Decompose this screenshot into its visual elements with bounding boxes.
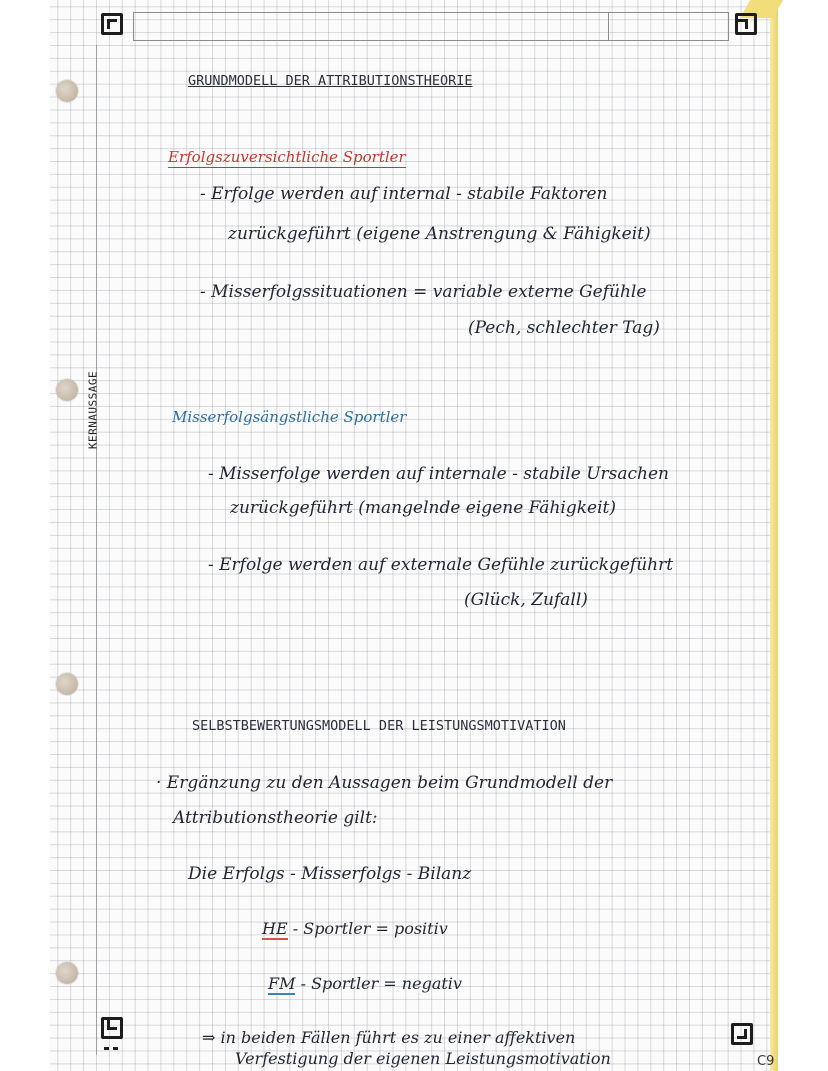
heading-success-oriented: Erfolgszuversichtliche Sportler <box>168 148 406 166</box>
text-line: zurückgeführt (eigene Anstrengung & Fähigkeit) <box>228 224 651 244</box>
text-line: - Misserfolge werden auf internale - stabile Ursachen <box>208 464 669 484</box>
section-title-self-evaluation: SELBSTBEWERTUNGSMODELL DER LEISTUNGSMOTIVATION <box>192 718 566 734</box>
header-box-divider <box>608 13 609 40</box>
conclusion-line-2: Verfestigung der eigenen Leistungsmotivation <box>235 1049 611 1068</box>
text-line: (Pech, schlechter Tag) <box>468 318 660 338</box>
conclusion-line-1: ⇒ in beiden Fällen führt es zu einer affektiven <box>202 1028 576 1047</box>
side-label: KERNAUSSAGE <box>86 370 100 450</box>
he-abbreviation: HE <box>262 919 288 938</box>
corner-marker-bottom-left-icon <box>101 1017 123 1039</box>
punch-hole-4 <box>56 962 78 984</box>
marker-dashes-icon <box>104 1047 118 1050</box>
text-line: Die Erfolgs - Misserfolgs - Bilanz <box>188 864 472 884</box>
text-line: · Ergänzung zu den Aussagen beim Grundmodell der <box>156 773 613 793</box>
fm-abbreviation: FM <box>268 974 296 993</box>
he-rest: - Sportler = positiv <box>292 919 448 938</box>
page-number: C9 <box>757 1054 775 1069</box>
corner-marker-bottom-right-icon <box>731 1023 753 1045</box>
he-sportler-line <box>262 921 448 937</box>
text-line: - Erfolge werden auf externale Gefühle zurückgeführt <box>208 555 674 575</box>
page-edge-yellow <box>770 0 778 1071</box>
fm-rest: - Sportler = negativ <box>300 974 462 993</box>
punch-hole-2 <box>56 379 78 401</box>
margin-line <box>96 45 97 1055</box>
punch-hole-1 <box>56 80 78 102</box>
header-box <box>133 12 729 41</box>
text-line: - Erfolge werden auf internal - stabile Faktoren <box>200 184 608 204</box>
punch-hole-3 <box>56 673 78 695</box>
text-line: - Misserfolgssituationen = variable externe Gefühle <box>200 282 647 302</box>
text-line: Attributionstheorie gilt: <box>173 808 378 828</box>
corner-marker-top-right-icon <box>735 13 757 35</box>
fm-sportler-line <box>268 976 462 992</box>
section-title-attribution: GRUNDMODELL DER ATTRIBUTIONSTHEORIE <box>188 73 473 89</box>
grid-paper-page <box>50 0 776 1071</box>
text-line: (Glück, Zufall) <box>464 590 588 610</box>
corner-marker-top-left-icon <box>101 13 123 35</box>
heading-failure-anxious: Misserfolgsängstliche Sportler <box>172 408 407 426</box>
text-line: zurückgeführt (mangelnde eigene Fähigkeit) <box>230 498 616 518</box>
